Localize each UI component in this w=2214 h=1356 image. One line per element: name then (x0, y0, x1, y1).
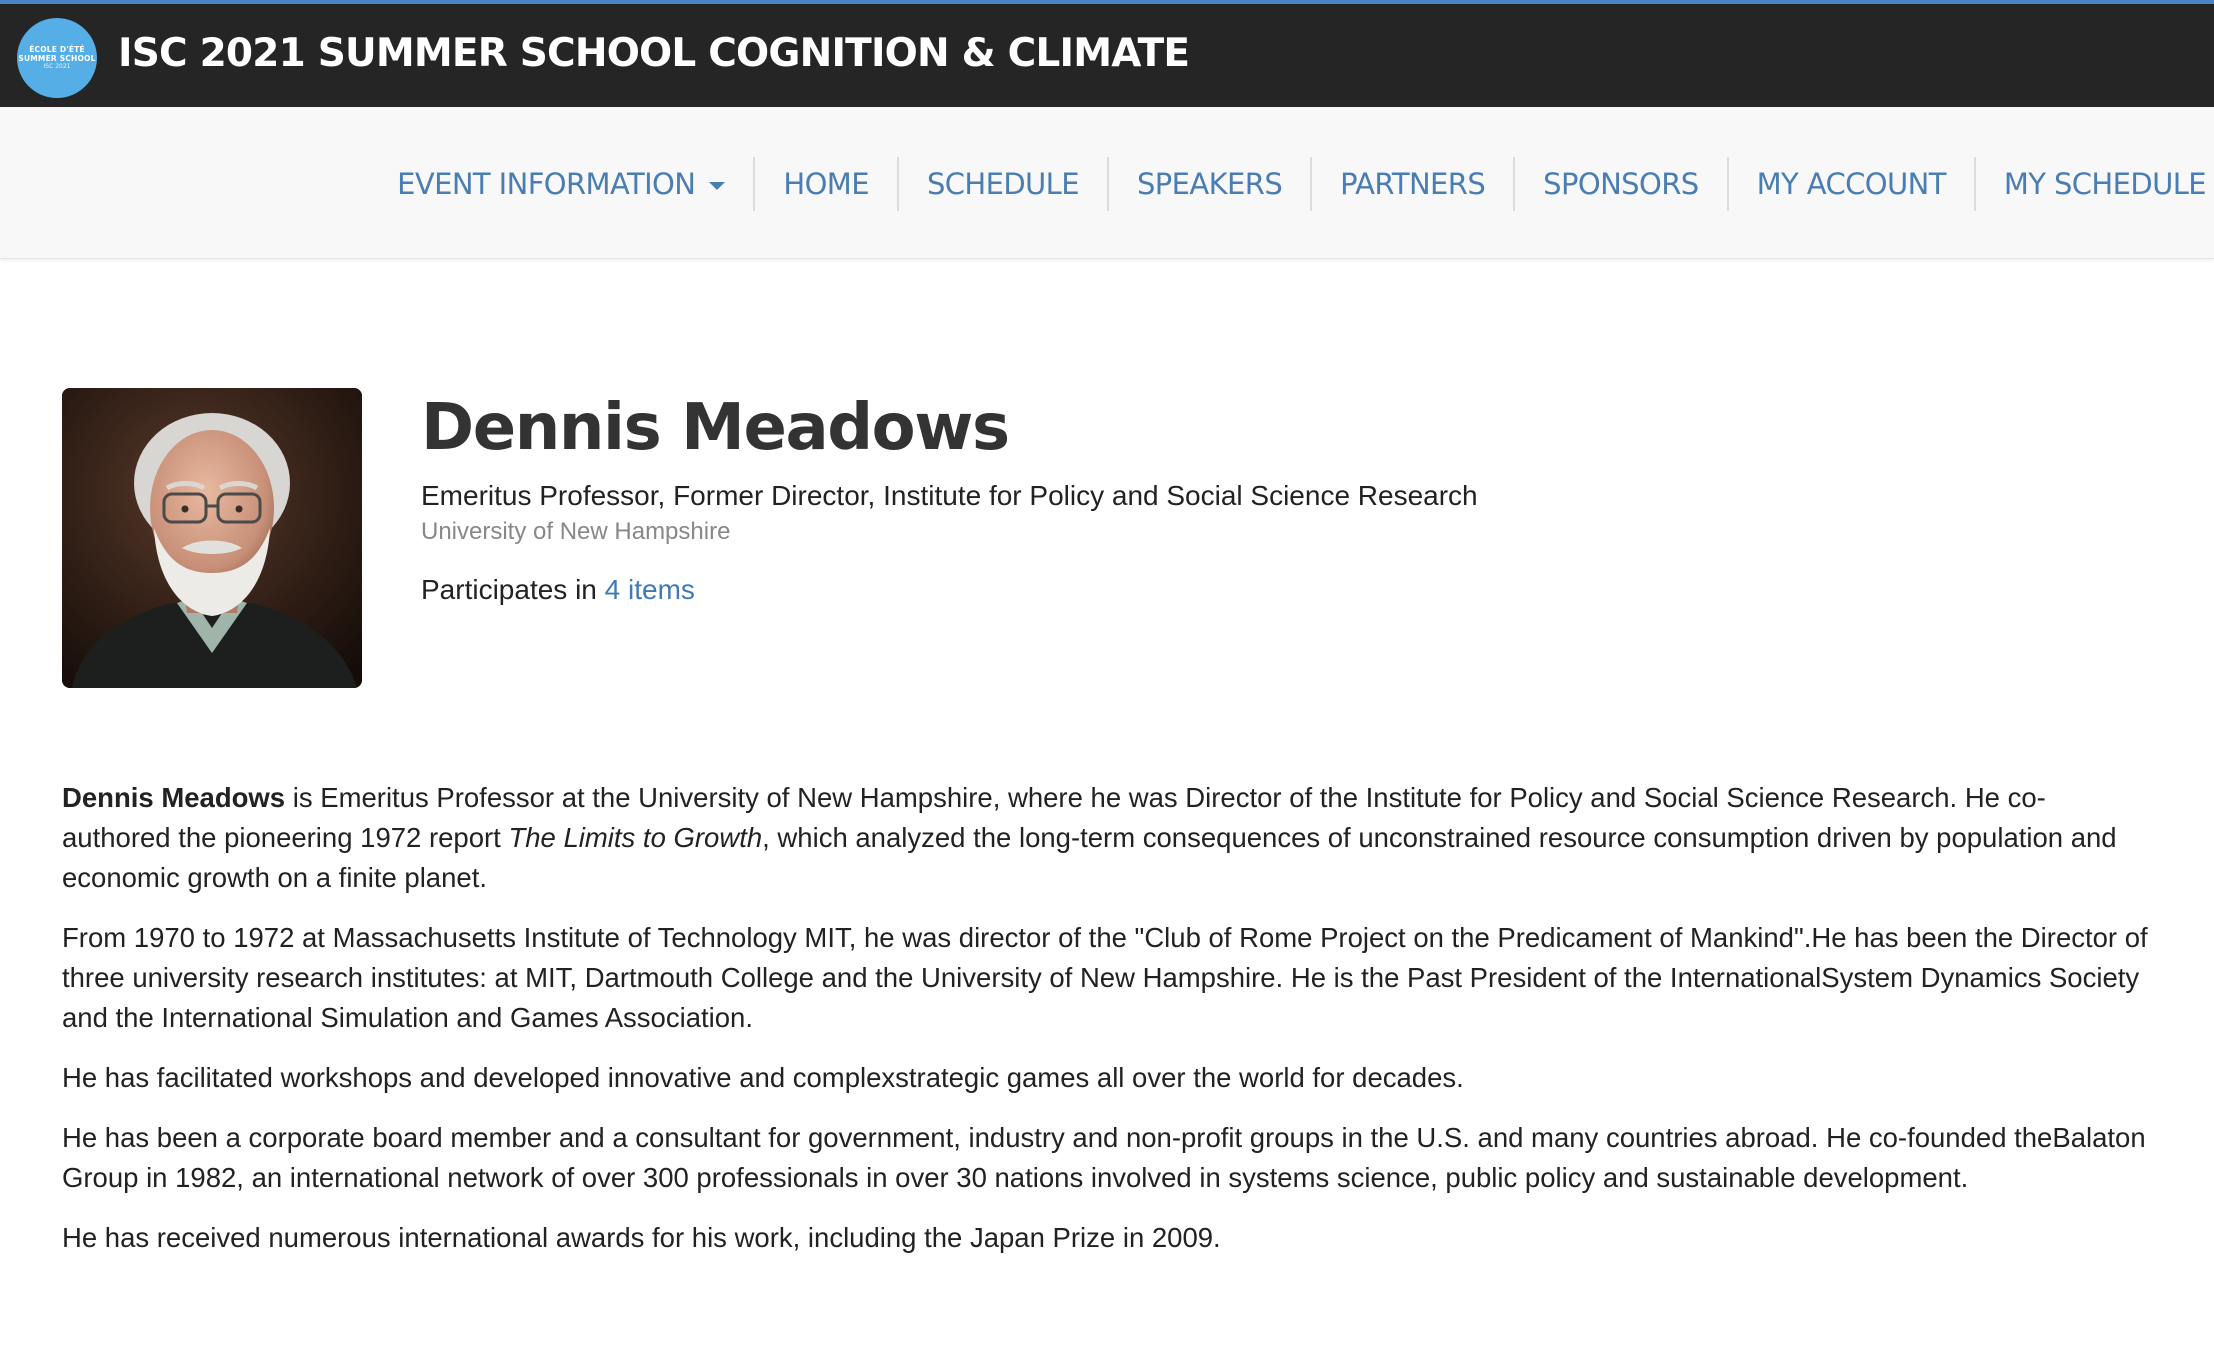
nav-item-event-information[interactable] (369, 157, 753, 211)
speaker-name: Dennis Meadows (421, 391, 1009, 465)
participates-line (421, 571, 695, 609)
speaker-role: Emeritus Professor, Former Director, Institute for Policy and Social Science Research (421, 480, 1478, 511)
nav-item-speakers[interactable] (1107, 157, 1310, 211)
bio-speaker-name: Dennis Meadows (62, 782, 286, 813)
speaker-photo (62, 388, 362, 688)
nav-item-label: SPEAKERS (1136, 167, 1283, 201)
nav-item-label: MY SCHEDULE (2003, 167, 2206, 201)
main-navigation (0, 107, 2214, 259)
bio-text: , which analyzed the long-term consequences of unconstrained resource consumption driven by population and economic growth on a finite planet. (62, 822, 2117, 893)
nav-item-label: HOME (783, 167, 869, 201)
bio-paragraph-5: He has received numerous international awards for his work, including the Japan Prize in 2009. (62, 1222, 1221, 1253)
speaker-biography (62, 778, 2152, 1278)
participates-prefix: Participates in (421, 574, 605, 605)
site-title[interactable]: ISC 2021 SUMMER SCHOOL COGNITION & CLIMATE (118, 31, 1190, 76)
nav-item-label: SCHEDULE (926, 167, 1079, 201)
bio-text: is Emeritus Professor at the University of New Hampshire, where he was Director of the Institute for Policy and Social Science Research. He co-authored the pioneering 1972 report (62, 782, 2046, 853)
nav-item-my-schedule[interactable] (1974, 157, 2214, 211)
logo-line-3: ISC 2021 (43, 63, 71, 70)
nav-item-my-account[interactable] (1727, 157, 1974, 211)
bio-paragraph-4: He has been a corporate board member and a consultant for government, industry and non-profit groups in the U.S. and many countries abroad. He co-founded theBalaton Group in 1982, an international network of over 300 professionals in over 30 nations involved in systems science, public policy and sustainable development. (62, 1122, 2146, 1193)
nav-item-home[interactable] (753, 157, 897, 211)
nav-item-label: MY ACCOUNT (1756, 167, 1946, 201)
logo-line-1: ÉCOLE D'ÉTÉ (29, 45, 85, 54)
logo-line-2: SUMMER SCHOOL (18, 54, 96, 63)
bio-paragraph-3: He has facilitated workshops and developed innovative and complexstrategic games all over the world for decades. (62, 1062, 1464, 1093)
caret-down-icon (709, 182, 725, 190)
bio-book-title: The Limits to Growth (508, 822, 763, 853)
nav-item-partners[interactable] (1310, 157, 1513, 211)
participates-items-link[interactable]: 4 items (604, 574, 695, 605)
nav-item-sponsors[interactable] (1513, 157, 1726, 211)
nav-item-schedule[interactable] (897, 157, 1107, 211)
nav-item-label: PARTNERS (1340, 167, 1486, 201)
bio-paragraph-2: From 1970 to 1972 at Massachusetts Institute of Technology MIT, he was director of the "Club of Rome Project on the Predicament of Mankind".He has been the Director of three university research institutes: at MIT, Dartmouth College and the University of New Hampshire. He is the Past President of the InternationalSystem Dynamics Society and the International Simulation and Games Association. (62, 922, 2148, 1033)
nav-item-label: EVENT INFORMATION (397, 167, 696, 201)
nav-list (369, 155, 2214, 213)
summer-school-logo[interactable] (17, 18, 97, 98)
bio-paragraph-1 (62, 778, 2152, 898)
nav-item-label: SPONSORS (1543, 167, 1699, 201)
speaker-organization: University of New Hampshire (421, 518, 731, 545)
site-header (0, 0, 2214, 107)
